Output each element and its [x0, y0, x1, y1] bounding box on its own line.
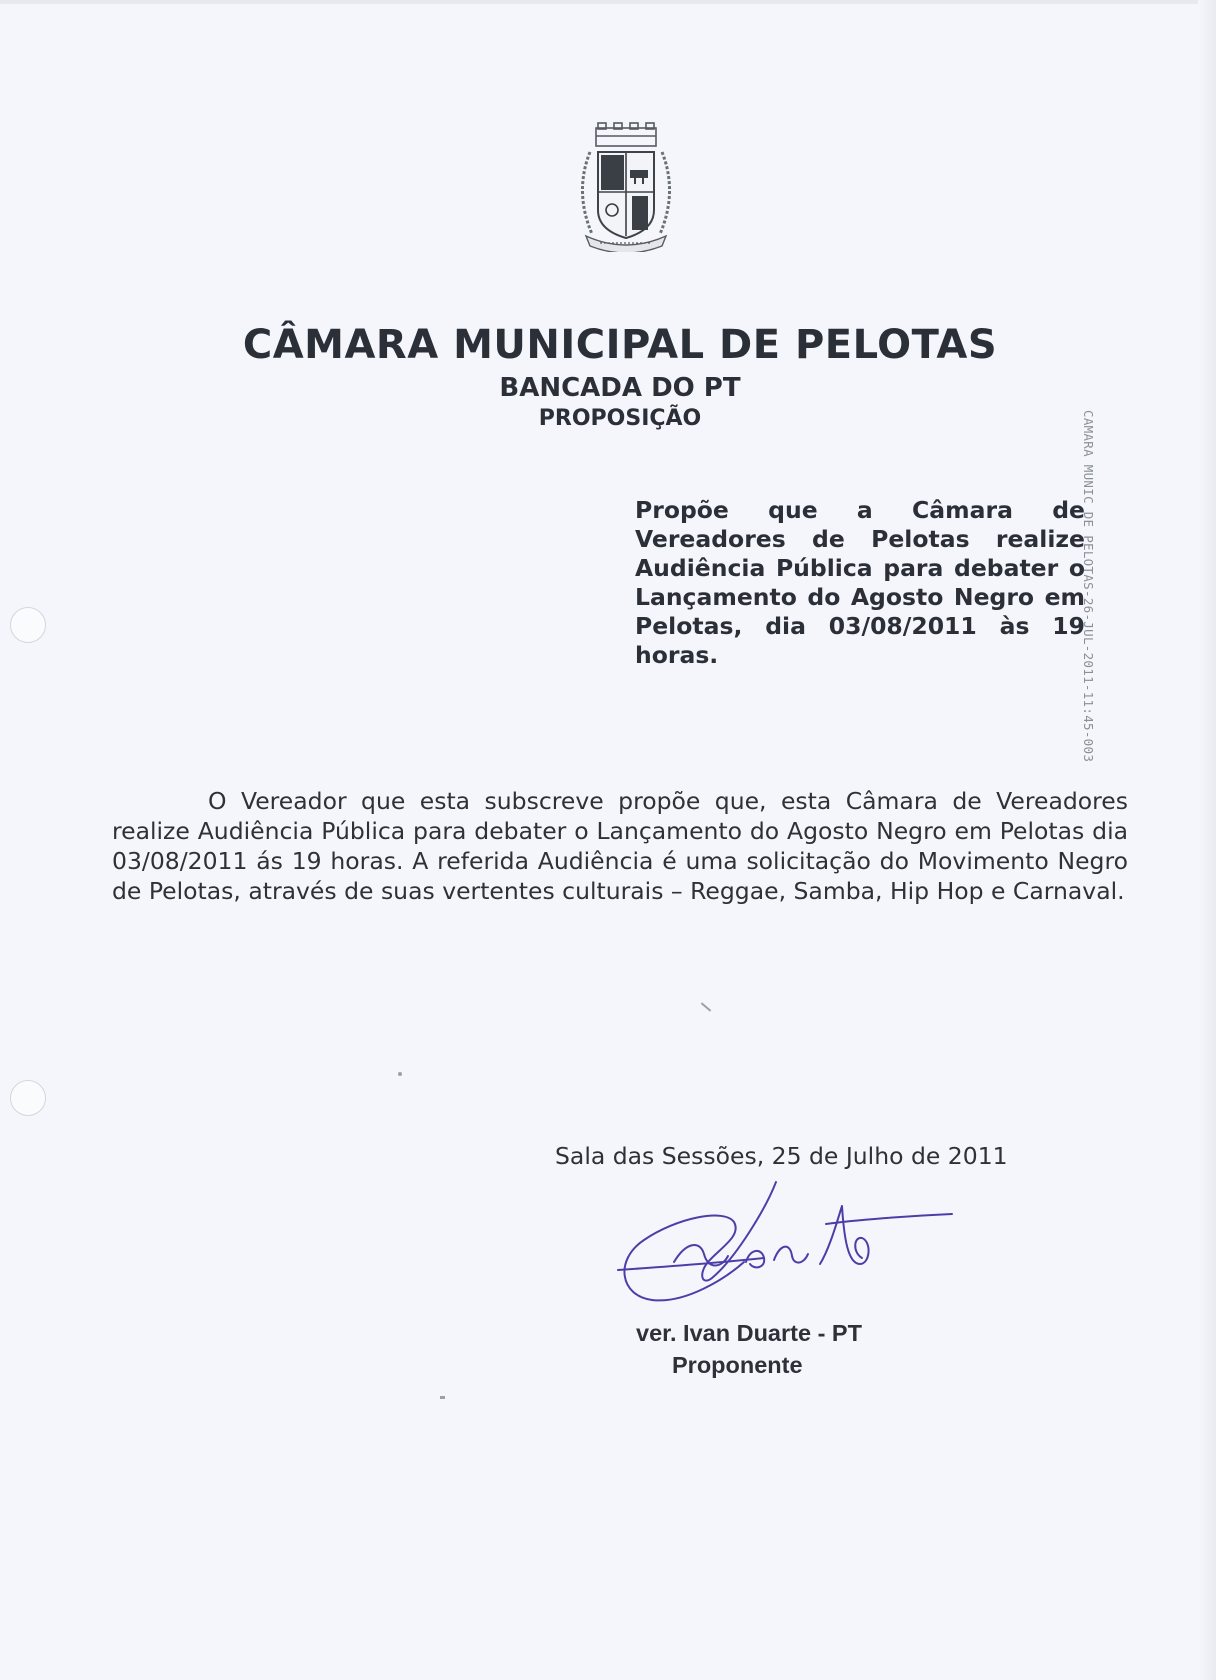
scan-speck	[398, 1072, 402, 1076]
page-subtitle: BANCADA DO PT	[499, 373, 741, 403]
signer-role: Proponente	[672, 1352, 803, 1378]
body-text: O Vereador que esta subscreve propõe que, esta Câmara de Vereadores realize Audiência Pública para debater o Lançamento do Agosto Negro em Pelotas dia 03/08/2011 ás 19 horas. A referida Audiência é uma solicitação do Movimento Negro de Pelotas, através de suas vertentes culturais – Reggae, Samba, Hip Hop e Carnaval.	[112, 787, 1128, 905]
punch-hole-top	[10, 607, 46, 643]
document-type: PROPOSIÇÃO	[538, 406, 702, 431]
page-top-edge	[0, 0, 1216, 4]
coat-of-arms-icon	[570, 122, 682, 252]
protocol-stamp: CAMARA MUNIC DE PELOTAS-26-JUL-2011-11:45-003	[1081, 410, 1096, 763]
page-title: CÂMARA MUNICIPAL DE PELOTAS	[242, 322, 998, 368]
body-paragraph	[112, 786, 1128, 906]
session-date-line: Sala das Sessões, 25 de Julho de 2011	[555, 1142, 1008, 1170]
page-right-edge	[1198, 0, 1216, 1680]
scan-speck	[440, 1396, 445, 1399]
handwritten-signature	[616, 1178, 956, 1318]
scan-speck	[701, 1002, 711, 1011]
signer-name: ver. Ivan Duarte - PT	[636, 1320, 862, 1346]
punch-hole-bottom	[10, 1080, 46, 1116]
proposal-summary: Propõe que a Câmara de Vereadores de Pelotas realize Audiência Pública para debater o Lançamento do Agosto Negro em Pelotas, dia 03/08/2011 às 19 horas.	[635, 496, 1085, 669]
